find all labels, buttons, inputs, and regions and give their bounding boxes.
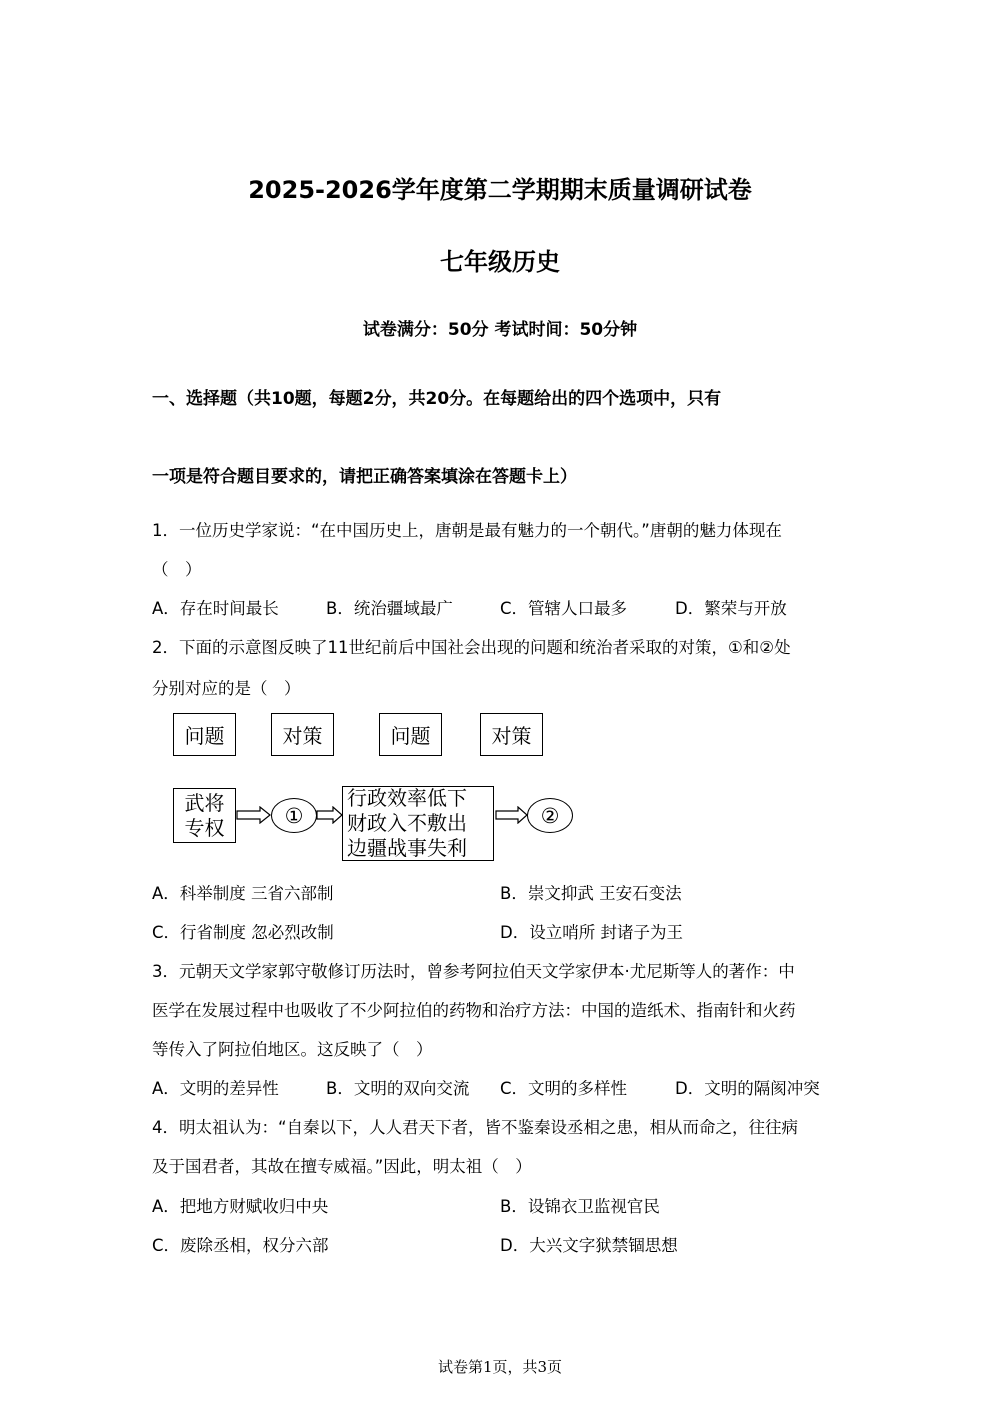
question-4-option-d[interactable]: D．大兴文字狱禁锢思想 <box>500 1236 678 1255</box>
page-footer: 试卷第1页，共3页 <box>437 1358 563 1376</box>
question-4-option-c[interactable]: C．废除丞相，权分六部 <box>152 1236 329 1255</box>
diagram-problem-box-2 <box>342 786 494 861</box>
question-2-option-a[interactable]: A．科举制度 三省六部制 <box>152 884 334 903</box>
question-3-stem-line1: 3．元朝天文学家郭守敬修订历法时，曾参考阿拉伯天文学家伊本·尤尼斯等人的著作：中 <box>152 962 795 981</box>
section-heading-line1: 一、选择题（共10题，每题2分，共20分。在每题给出的四个选项中，只有 <box>152 389 722 409</box>
question-1-option-a[interactable]: A．存在时间最长 <box>152 599 279 618</box>
question-3-option-a[interactable]: A．文明的差异性 <box>152 1079 279 1098</box>
diagram-problem-1-line1: 武将 <box>184 790 225 815</box>
question-1-option-d[interactable]: D．繁荣与开放 <box>675 599 787 618</box>
question-4-stem-line1: 4．明太祖认为：“自秦以下，人人君天下者，皆不鉴秦设丞相之患，相从而命之，往往病 <box>152 1118 799 1137</box>
diagram-circle-1: ① <box>271 798 317 833</box>
question-1-stem-line1: 1．一位历史学家说：“在中国历史上，唐朝是最有魅力的一个朝代。”唐朝的魅力体现在 <box>152 521 782 540</box>
diagram-circle-2: ② <box>527 798 573 833</box>
question-3-option-d[interactable]: D．文明的隔阂冲突 <box>675 1079 820 1098</box>
diagram-problem-2-line3: 边疆战事失利 <box>347 836 467 860</box>
question-1-option-b[interactable]: B．统治疆域最广 <box>326 599 453 618</box>
question-4-stem-line2: 及于国君者，其故在擅专威福。”因此，明太祖（ ） <box>152 1157 532 1176</box>
arrow-icon <box>236 806 272 824</box>
diagram-problem-2-line2: 财政入不敷出 <box>347 811 467 835</box>
question-4-option-a[interactable]: A．把地方财赋收归中央 <box>152 1197 329 1216</box>
diagram-header-problem-1: 问题 <box>173 713 236 756</box>
diagram-problem-2-line1: 行政效率低下 <box>347 786 467 810</box>
diagram-problem-1-line2: 专权 <box>184 815 225 840</box>
question-3-option-c[interactable]: C．文明的多样性 <box>500 1079 628 1098</box>
arrow-icon <box>316 806 344 824</box>
section-heading-line2: 一项是符合题目要求的，请把正确答案填涂在答题卡上） <box>152 467 577 487</box>
diagram-header-solution-2: 对策 <box>480 713 543 756</box>
question-3-stem-line2: 医学在发展过程中也吸收了不少阿拉伯的药物和治疗方法：中国的造纸术、指南针和火药 <box>152 1001 796 1020</box>
question-1-option-c[interactable]: C．管辖人口最多 <box>500 599 628 618</box>
exam-subject: 七年级历史 <box>440 248 560 276</box>
question-2-option-b[interactable]: B．崇文抑武 王安石变法 <box>500 884 682 903</box>
arrow-icon <box>495 806 529 824</box>
question-1-stem-line2: （ ） <box>152 560 202 579</box>
question-3-stem-line3: 等传入了阿拉伯地区。这反映了（ ） <box>152 1040 433 1059</box>
diagram-header-problem-2: 问题 <box>379 713 442 756</box>
exam-info: 试卷满分：50分 考试时间：50分钟 <box>362 320 638 340</box>
question-2-option-c[interactable]: C．行省制度 忽必烈改制 <box>152 923 334 942</box>
question-2-stem-line2: 分别对应的是（ ） <box>152 679 301 698</box>
diagram-problem-box-1 <box>173 788 236 843</box>
exam-title: 2025-2026学年度第二学期期末质量调研试卷 <box>248 176 752 204</box>
question-4-option-b[interactable]: B．设锦衣卫监视官民 <box>500 1197 660 1216</box>
diagram-header-solution-1: 对策 <box>271 713 334 756</box>
question-2-stem-line1: 2．下面的示意图反映了11世纪前后中国社会出现的问题和统治者采取的对策，①和②处 <box>152 638 791 657</box>
question-2-option-d[interactable]: D．设立哨所 封诸子为王 <box>500 923 683 942</box>
question-3-option-b[interactable]: B．文明的双向交流 <box>326 1079 470 1098</box>
